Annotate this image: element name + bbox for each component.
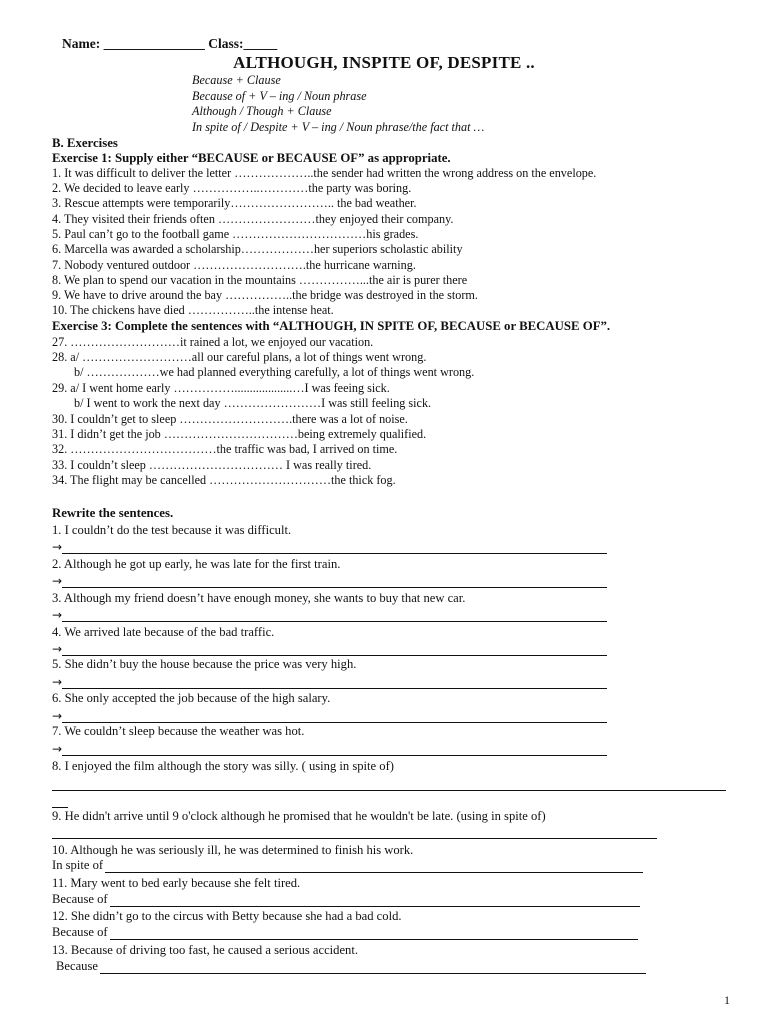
answer-line-3[interactable] (52, 606, 607, 622)
answer-line-13[interactable] (56, 959, 646, 974)
rewrite-question-1: 1. I couldn’t do the test because it was difficult. (52, 523, 292, 537)
answer-rule (62, 721, 607, 723)
rewrite-question-2: 2. Although he got up early, he was late for the first train. (52, 557, 341, 571)
answer-line-4[interactable] (52, 640, 607, 656)
answer-rule (62, 586, 607, 588)
exercise3-item: 28. a/ ………………………all our careful plans, a lot of things went wrong. (52, 350, 427, 364)
page-title: ALTHOUGH, INSPITE OF, DESPITE .. (233, 53, 535, 72)
exercise1-item: 4. They visited their friends often ……………………they enjoyed their company. (52, 212, 454, 226)
exercise1-item: 7. Nobody ventured outdoor ……………………….the hurricane warning. (52, 258, 416, 272)
answer-prefix: Because of (52, 892, 108, 906)
answer-line-8[interactable] (52, 789, 726, 791)
answer-rule (110, 927, 638, 940)
rewrite-question-12: 12. She didn’t go to the circus with Betty because she had a bad cold. (52, 909, 402, 923)
section-b-heading: B. Exercises (52, 136, 118, 150)
rule-in-spite-of: In spite of / Despite + V – ing / Noun phrase/the fact that … (192, 119, 485, 134)
page-number: 1 (724, 993, 730, 1007)
exercise3-item: 30. I couldn’t get to sleep ……………………….there was a lot of noise. (52, 412, 408, 426)
arrow-icon: → (52, 642, 63, 656)
answer-prefix: Because of (52, 925, 108, 939)
exercise1-item: 9. We have to drive around the bay ……………..the bridge was destroyed in the storm. (52, 288, 478, 302)
arrow-icon: → (52, 574, 63, 588)
answer-rule (62, 687, 607, 689)
exercise3-item: 27. ………………………it rained a lot, we enjoyed our vacation. (52, 335, 374, 349)
answer-line-9[interactable] (52, 837, 657, 839)
exercise1-item: 6. Marcella was awarded a scholarship………………her superiors scholastic ability (52, 242, 463, 256)
exercise3-item: b/ I went to work the next day ……………………I was still feeling sick. (74, 396, 432, 410)
arrow-icon: → (52, 675, 63, 689)
exercise1-item: 2. We decided to leave early ……………..…………the party was boring. (52, 181, 412, 195)
answer-line-7[interactable] (52, 740, 607, 756)
answer-line-2[interactable] (52, 572, 607, 588)
answer-prefix: Because (56, 959, 98, 973)
answer-line-8-continued[interactable] (52, 806, 68, 808)
rewrite-question-6: 6. She only accepted the job because of the high salary. (52, 691, 331, 705)
exercise1-item: 5. Paul can’t go to the football game ……………………………his grades. (52, 227, 419, 241)
rule-although: Although / Though + Clause (192, 104, 332, 118)
name-class-line: Name: _______________ Class:_____ (62, 36, 278, 51)
arrow-icon: → (52, 742, 63, 756)
exercise3-item: 32. ………………………………the traffic was bad, I arrived on time. (52, 442, 398, 456)
answer-rule (62, 552, 607, 554)
answer-rule (105, 860, 643, 873)
exercise1-item: 1. It was difficult to deliver the letter ………………..the sender had written the wrong address on the envelope. (52, 166, 597, 180)
rewrite-question-10: 10. Although he was seriously ill, he was determined to finish his work. (52, 843, 414, 857)
arrow-icon: → (52, 709, 63, 723)
exercise3-title: Exercise 3: Complete the sentences with “ALTHOUGH, IN SPITE OF, BECAUSE or BECAUSE OF”. (52, 319, 611, 333)
rewrite-question-4: 4. We arrived late because of the bad traffic. (52, 625, 275, 639)
rewrite-question-3: 3. Although my friend doesn’t have enough money, she wants to buy that new car. (52, 591, 466, 605)
rewrite-question-13: 13. Because of driving too fast, he caused a serious accident. (52, 943, 358, 957)
rule-because-of: Because of + V – ing / Noun phrase (192, 88, 367, 103)
answer-line-1[interactable] (52, 538, 607, 554)
rewrite-title: Rewrite the sentences. (52, 506, 174, 520)
rewrite-question-9: 9. He didn't arrive until 9 o'clock although he promised that he wouldn't be late. (using in spite of) (52, 809, 546, 823)
exercise3-item: 29. a/ I went home early ……………...................…I was feeing sick. (52, 381, 390, 395)
rewrite-question-7: 7. We couldn’t sleep because the weather was hot. (52, 724, 305, 738)
arrow-icon: → (52, 540, 63, 554)
rewrite-question-11: 11. Mary went to bed early because she felt tired. (52, 876, 301, 890)
rewrite-question-5: 5. She didn’t buy the house because the price was very high. (52, 657, 357, 671)
answer-line-5[interactable] (52, 673, 607, 689)
answer-line-6[interactable] (52, 707, 607, 723)
answer-rule (62, 754, 607, 756)
exercise3-item: b/ ………………we had planned everything carefully, a lot of things went wrong. (74, 365, 475, 379)
exercise1-item: 8. We plan to spend our vacation in the mountains ……………...the air is purer there (52, 273, 468, 287)
rule-because: Because + Clause (192, 73, 281, 87)
grammar-rules (192, 73, 484, 135)
answer-line-10[interactable] (52, 858, 643, 873)
exercise3-item: 34. The flight may be cancelled …………………………the thick fog. (52, 473, 396, 487)
answer-rule (62, 620, 607, 622)
exercise3-item: 31. I didn’t get the job ……………………………being extremely qualified. (52, 427, 427, 441)
exercise1-item: 10. The chickens have died ……………..the intense heat. (52, 303, 334, 317)
answer-prefix: In spite of (52, 858, 104, 872)
arrow-icon: → (52, 608, 63, 622)
answer-rule (110, 894, 640, 907)
answer-rule (62, 654, 607, 656)
answer-line-11[interactable] (52, 892, 640, 907)
answer-rule (100, 961, 646, 974)
exercise3-item: 33. I couldn’t sleep …………………………… I was really tired. (52, 458, 372, 472)
rewrite-question-8: 8. I enjoyed the film although the story was silly. ( using in spite of) (52, 759, 394, 773)
exercise1-title: Exercise 1: Supply either “BECAUSE or BECAUSE OF” as appropriate. (52, 151, 451, 165)
exercise1-item: 3. Rescue attempts were temporarily…………………….. the bad weather. (52, 196, 417, 210)
answer-line-12[interactable] (52, 925, 638, 940)
